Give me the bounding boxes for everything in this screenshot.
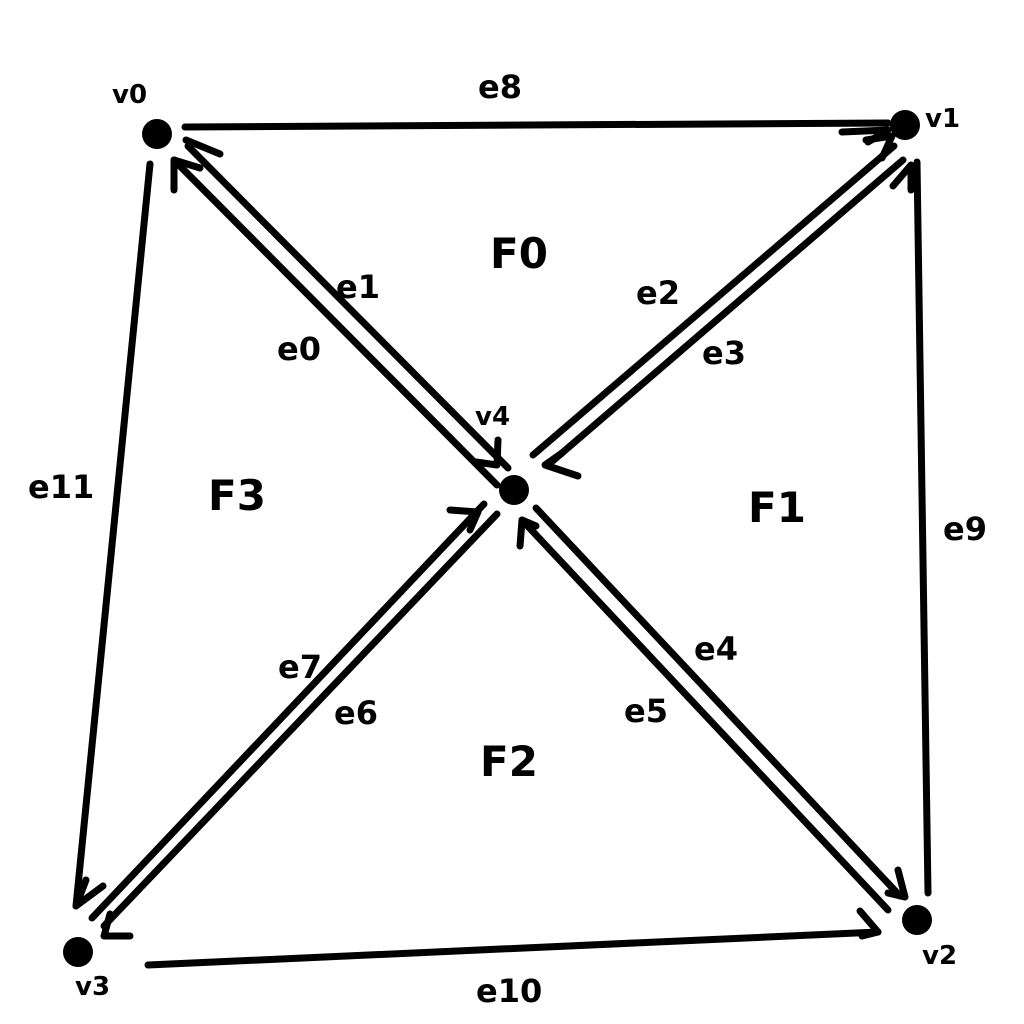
boundary-edge-e10	[148, 932, 878, 965]
face-label-F0: F0	[490, 229, 548, 278]
vertex-label-v2: v2	[922, 941, 958, 971]
boundary-edge-e8	[185, 123, 888, 127]
vertex-v2	[902, 905, 932, 935]
arrowhead-e3	[545, 453, 578, 476]
edge-label-e1: e1	[336, 268, 380, 306]
face-label-F2: F2	[480, 737, 538, 786]
face-label-F1: F1	[748, 483, 806, 532]
arrowhead-e10	[860, 911, 878, 936]
vertex-v0	[142, 119, 172, 149]
edge-label-e9: e9	[943, 510, 987, 548]
edge-label-e2: e2	[636, 274, 680, 312]
vertex-v4	[499, 475, 529, 505]
half-edge-e0	[174, 160, 497, 485]
vertex-label-v3: v3	[75, 972, 111, 1002]
boundary-edge-e9	[917, 162, 928, 893]
edge-label-e0: e0	[277, 330, 321, 368]
vertex-label-v1: v1	[925, 104, 961, 134]
edge-label-e4: e4	[694, 630, 738, 668]
edge-label-e8: e8	[478, 68, 522, 106]
half-edge-e5	[522, 520, 888, 910]
edge-label-e7: e7	[278, 648, 322, 686]
edge-label-e6: e6	[334, 694, 378, 732]
edge-label-e10: e10	[476, 972, 543, 1010]
half-edge-e2	[533, 146, 894, 455]
edge-label-e11: e11	[28, 468, 95, 506]
edge-label-e5: e5	[624, 692, 668, 730]
half-edge-e3	[548, 160, 903, 465]
half-edge-e1	[188, 146, 511, 468]
boundary-edge-e11	[76, 164, 150, 906]
vertex-v1	[890, 110, 920, 140]
vertex-v3	[63, 937, 93, 967]
half-edge-e7	[92, 504, 484, 918]
vertex-label-v0: v0	[112, 80, 148, 110]
edge-label-e3: e3	[702, 334, 746, 372]
half-edge-e4	[536, 508, 900, 896]
face-label-F3: F3	[208, 471, 266, 520]
half-edge-e6	[104, 514, 497, 926]
vertex-label-v4: v4	[475, 402, 511, 432]
